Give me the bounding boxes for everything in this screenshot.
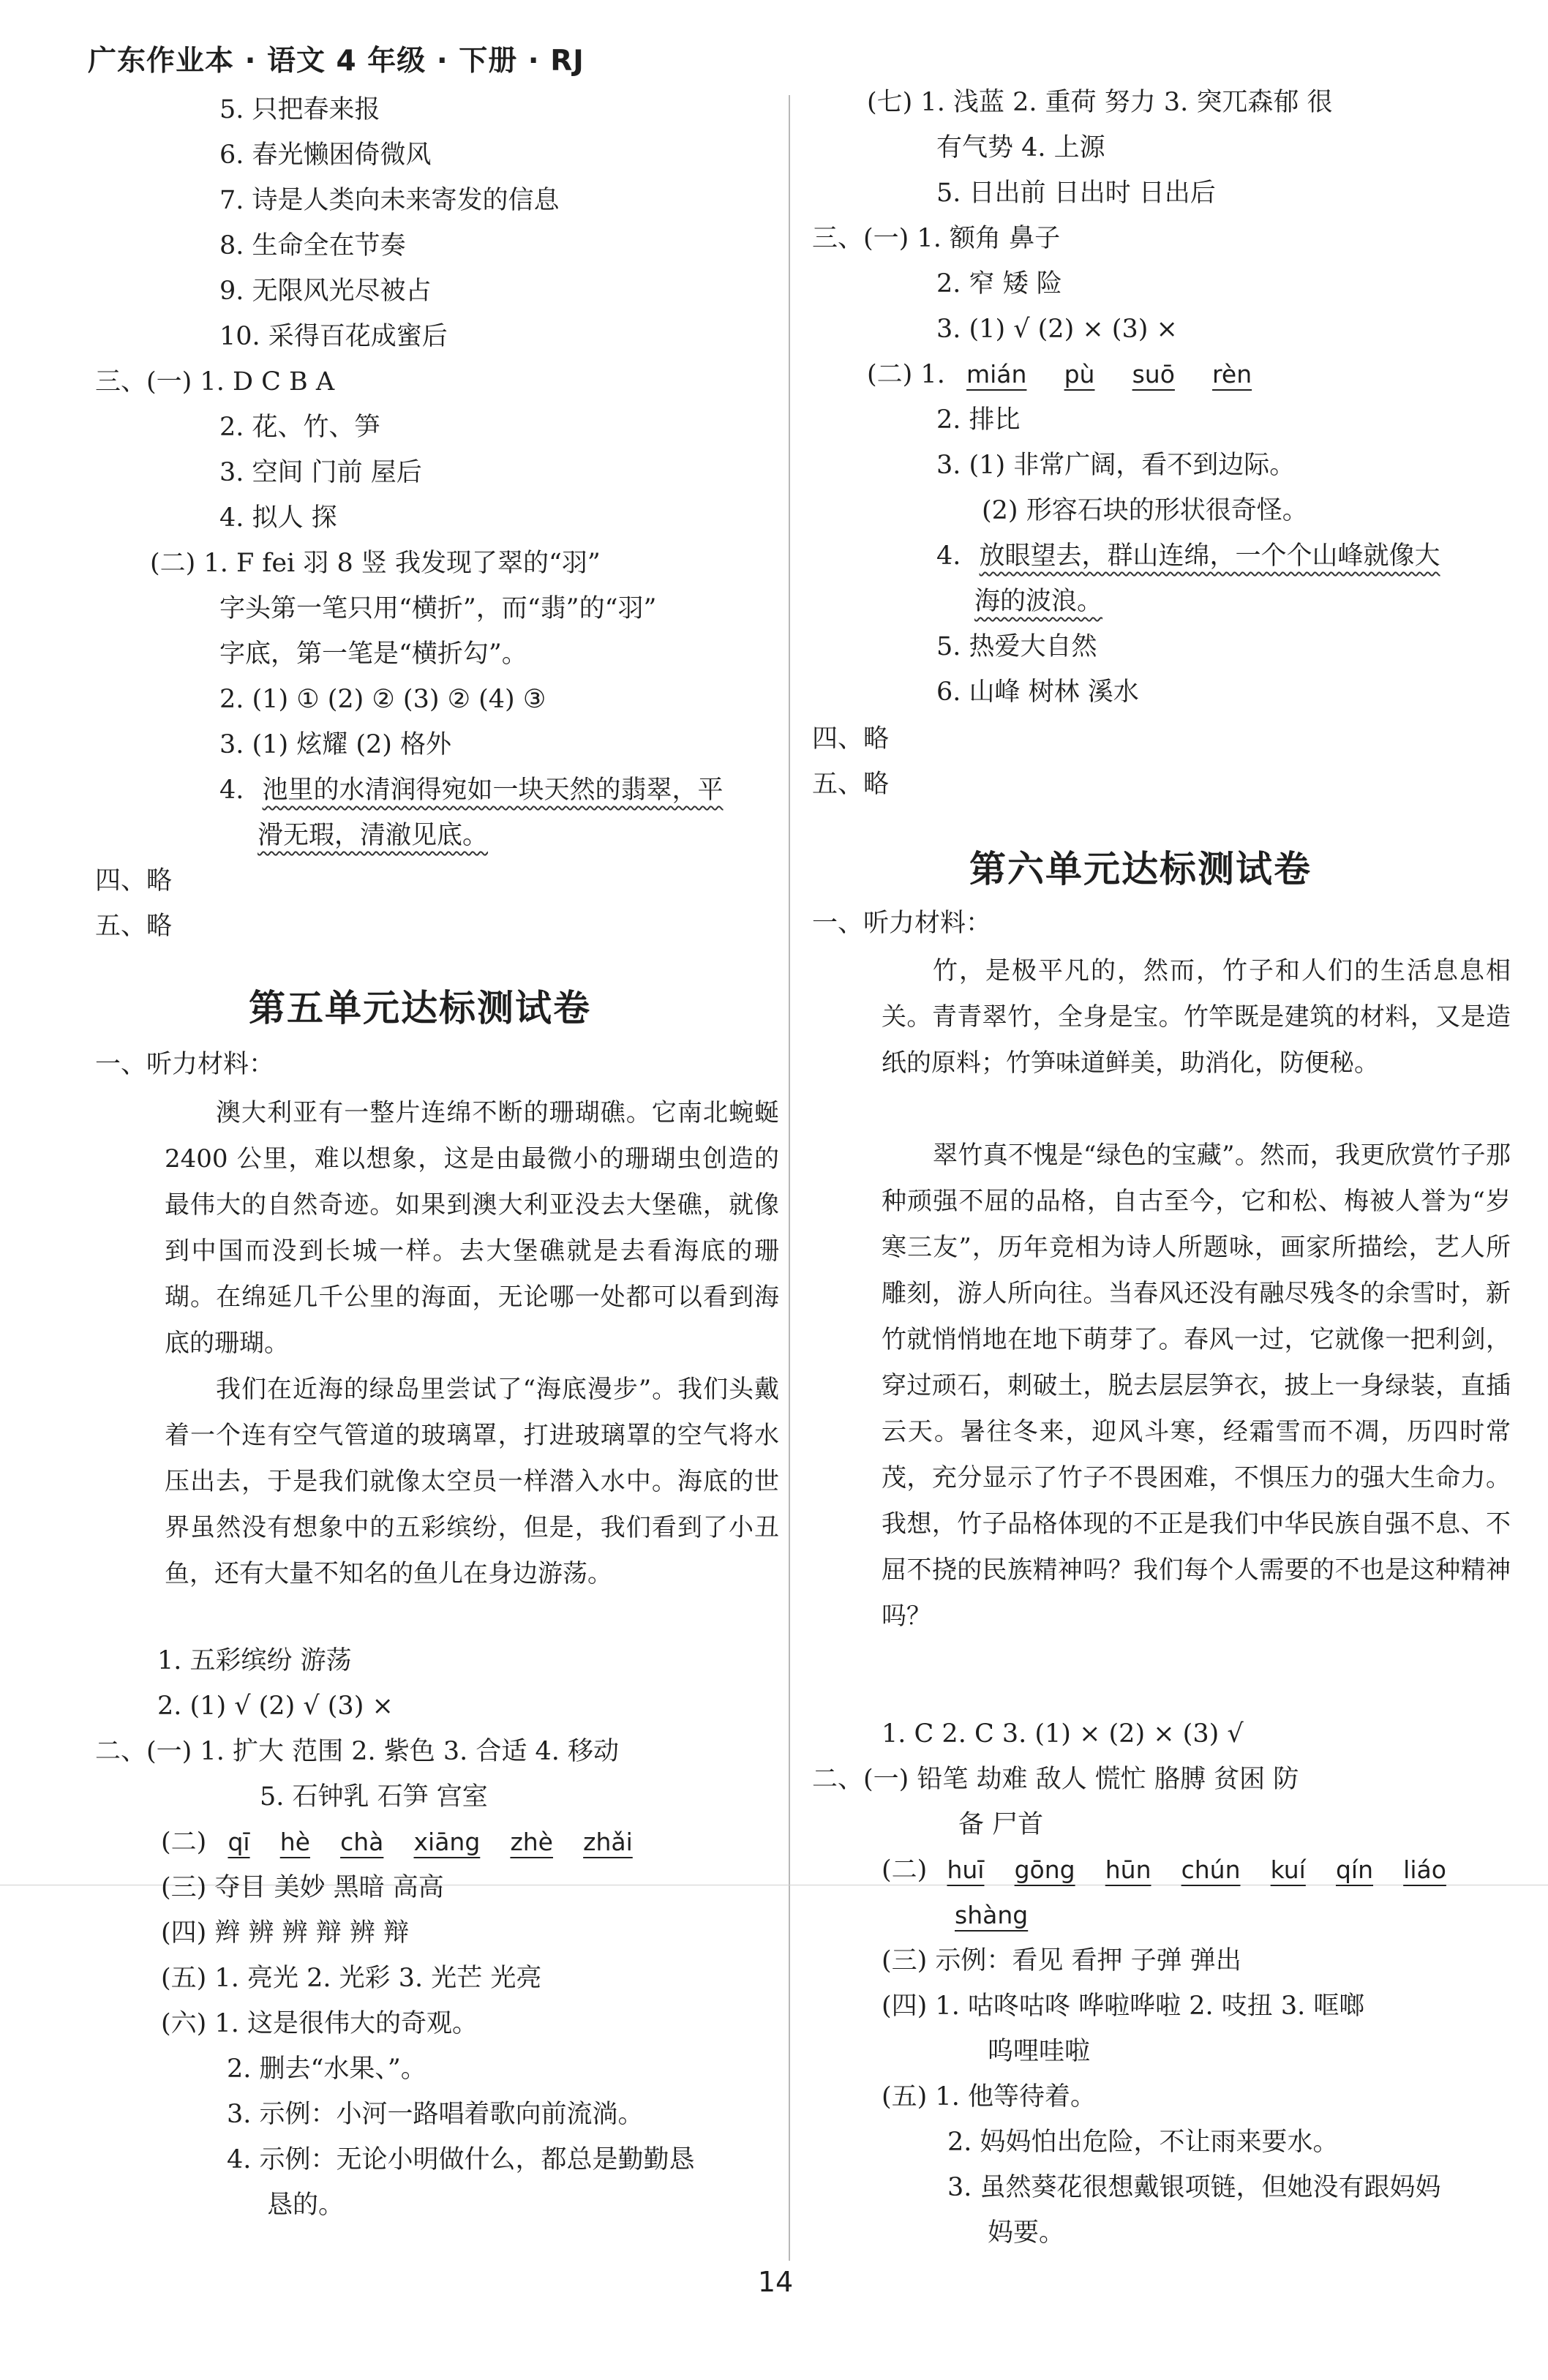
pinyin-answer: shàng: [955, 1901, 1029, 1929]
pinyin-answer: chà: [340, 1828, 384, 1856]
answer-line: 3. 虽然葵花很想戴银项链，但她没有跟妈妈: [947, 2173, 1441, 2202]
answer-line: 2. 排比: [936, 405, 1021, 435]
answer-line: 3. 示例：小河一路唱着歌向前流淌。: [227, 2100, 644, 2129]
answer-line: 有气势 4. 上源: [936, 133, 1105, 162]
item-label: (二) 1.: [867, 360, 945, 389]
answer-line: 6. 春光懒困倚微风: [219, 140, 432, 170]
answer-line: (四) 辫 辨 辨 辩 辨 辩: [161, 1918, 410, 1948]
answer-line: 2. 删去“水果、”。: [227, 2054, 427, 2084]
answer-line: [219, 774, 724, 806]
answer-line: [867, 358, 1252, 391]
running-header: 广东作业本 · 语文 4 年级 · 下册 · RJ: [88, 45, 585, 78]
pinyin-answer: hūn: [1105, 1855, 1151, 1884]
wavy-underlined-answer: 池里的水清润得宛如一块天然的翡翠，平: [262, 776, 724, 805]
column-divider: [789, 95, 790, 2261]
item-number: 4.: [936, 541, 961, 571]
answer-line: 1. 五彩缤纷 游荡: [157, 1646, 352, 1675]
answer-line: 三、(一) 1. 额角 鼻子: [812, 224, 1061, 253]
answer-line: (三) 示例：看见 看押 子弹 弹出: [882, 1946, 1241, 1975]
pinyin-answer: qī: [228, 1828, 250, 1856]
wavy-underlined-answer: 放眼望去，群山连绵，一个个山峰就像大: [979, 541, 1440, 571]
answer-line: 五、略: [95, 912, 173, 941]
answer-line: (二) 1. F fei 羽 8 竖 我发现了翠的“羽”: [150, 549, 601, 578]
answer-line: 恳的。: [267, 2191, 345, 2220]
answer-line: 三、(一) 1. D C B A: [95, 367, 335, 397]
listening-label: 一、听力材料：: [812, 909, 992, 938]
answer-line: [161, 1826, 633, 1858]
wavy-underlined-answer: 海的波浪。: [974, 587, 1103, 616]
pinyin-answer: huī: [947, 1855, 985, 1884]
answer-line: [955, 1899, 1028, 1932]
pinyin-answer: pù: [1064, 360, 1095, 388]
answer-line: 8. 生命全在节奏: [219, 231, 406, 260]
answer-line: 3. (1) 非常广阔，看不到边际。: [936, 451, 1296, 480]
answer-line: 2. 妈妈怕出危险，不让雨来要水。: [947, 2128, 1339, 2157]
pinyin-answer: liáo: [1403, 1855, 1446, 1884]
pinyin-answer: rèn: [1212, 360, 1252, 388]
listening-paragraph: 我们在近海的绿岛里尝试了“海底漫步”。我们头戴着一个连有空气管道的玻璃罩，打进玻璃罩的空气将水压出去，于是我们就像太空员一样潜入水中。海底的世界虽然没有想象中的五彩缤纷，但是，我们看到了小丑鱼，还有大量不知名的鱼儿在身边游荡。: [165, 1375, 779, 1588]
wavy-underlined-answer: 滑无瑕，清澈见底。: [258, 821, 489, 850]
answer-line: 妈要。: [988, 2218, 1065, 2248]
answer-line: [882, 1854, 1446, 1886]
answer-line: 6. 山峰 树林 溪水: [936, 677, 1139, 707]
answer-line: (四) 1. 咕咚咕咚 哗啦哗啦 2. 吱扭 3. 哐啷: [882, 1992, 1365, 2021]
answer-line: 4. 示例：无论小明做什么，都总是勤勤恳: [227, 2145, 695, 2174]
answer-line: 7. 诗是人类向未来寄发的信息: [219, 186, 560, 215]
answer-line: 9. 无限风光尽被占: [219, 277, 432, 306]
pinyin-answer: zhè: [510, 1828, 553, 1856]
listening-paragraph: 翠竹真不愧是“绿色的宝藏”。然而，我更欣赏竹子那种顽强不屈的品格，自古至今，它和松、梅被人誉为“岁寒三友”，历年竞相为诗人所题咏，画家所描绘，艺人所雕刻，游人所向往。当春风还没有融尽残冬的余雪时，新竹就悄悄地在地下萌芽了。春风一过，它就像一把利剑，穿过顽石，刺破土，脱去层层笋衣，披上一身绿装，直插云天。暑往冬来，迎风斗寒，经霜雪而不凋，历四时常茂，充分显示了竹子不畏困难，不惧压力的强大生命力。我想，竹子品格体现的不正是我们中华民族自强不息、不屈不挠的民族精神吗？我们每个人需要的不也是这种精神吗？: [882, 1141, 1511, 1631]
pinyin-answer: mián: [966, 360, 1027, 388]
answer-line: [974, 585, 1102, 617]
unit6-title: 第六单元达标测试卷: [969, 848, 1312, 890]
item-number: 4.: [219, 776, 244, 805]
answer-line: 2. 花、竹、笋: [219, 413, 380, 442]
answer-line: 10. 采得百花成蜜后: [219, 322, 448, 351]
answer-line: (五) 1. 亮光 2. 光彩 3. 光芒 光亮: [161, 1964, 542, 1993]
page-number: 14: [757, 2266, 794, 2298]
answer-line: (三) 夺目 美妙 黑暗 高高: [161, 1873, 444, 1902]
listening-paragraph: 竹，是极平凡的，然而，竹子和人们的生活息息相关。青青翠竹，全身是宝。竹竿既是建筑的材料，又是造纸的原料；竹笋味道鲜美，助消化，防便秘。: [882, 956, 1511, 1078]
answer-line: 3. 空间 门前 屋后: [219, 458, 422, 487]
answer-line: 4. 拟人 探: [219, 503, 337, 533]
listening-paragraph: 澳大利亚有一整片连绵不断的珊瑚礁。它南北蜿蜒 2400 公里，难以想象，这是由最微小的珊瑚虫创造的最伟大的自然奇迹。如果到澳大利亚没去大堡礁，就像到中国而没到长城一样。去大堡礁就是去看海底的珊瑚。在绵延几千公里的海面，无论哪一处都可以看到海底的珊瑚。: [165, 1098, 779, 1358]
answer-line: 二、(一) 1. 扩大 范围 2. 紫色 3. 合适 4. 移动: [95, 1737, 620, 1766]
pinyin-answer: kuí: [1270, 1855, 1306, 1884]
answer-line: 2. (1) ① (2) ② (3) ② (4) ③: [219, 685, 546, 714]
answer-line: 5. 热爱大自然: [936, 632, 1097, 661]
answer-line: 3. (1) √ (2) × (3) ×: [936, 315, 1178, 344]
unit5-title: 第五单元达标测试卷: [249, 987, 591, 1029]
answer-line: 二、(一) 铅笔 劫难 敌人 慌忙 胳膊 贫困 防: [812, 1765, 1299, 1794]
answer-line: 五、略: [812, 770, 890, 799]
answer-line: 四、略: [812, 724, 890, 754]
answer-line: 5. 日出前 日出时 日出后: [936, 179, 1216, 208]
pinyin-answer: chún: [1181, 1855, 1241, 1884]
answer-line: 5. 石钟乳 石笋 宫室: [260, 1782, 488, 1812]
answer-line: 3. (1) 炫耀 (2) 格外: [219, 730, 452, 759]
answer-line: (六) 1. 这是很伟大的奇观。: [161, 2009, 478, 2038]
pinyin-answer: zhǎi: [583, 1828, 633, 1856]
answer-line: (五) 1. 他等待着。: [882, 2082, 1096, 2111]
answer-line: 1. C 2. C 3. (1) × (2) × (3) √: [882, 1719, 1244, 1749]
answer-line: (七) 1. 浅蓝 2. 重荷 努力 3. 突兀森郁 很: [867, 88, 1333, 117]
answer-line: 四、略: [95, 866, 173, 896]
answer-line: [258, 819, 488, 852]
pinyin-answer: qín: [1335, 1855, 1374, 1884]
pinyin-answer: hè: [279, 1828, 310, 1856]
pinyin-answer: gōng: [1014, 1855, 1075, 1884]
answer-line: 备 尸首: [958, 1810, 1044, 1839]
answer-line: 5. 只把春来报: [219, 95, 380, 124]
answer-line: 字底，第一笔是“横折勾”。: [219, 639, 527, 669]
answer-line: 字头第一笔只用“横折”，而“翡”的“羽”: [219, 594, 657, 623]
answer-line: (2) 形容石块的形状很奇怪。: [982, 496, 1308, 525]
item-label: (二): [882, 1855, 928, 1885]
answer-line: [936, 540, 1440, 572]
answer-line: 2. 窄 矮 险: [936, 269, 1062, 299]
answer-line: 2. (1) √ (2) √ (3) ×: [157, 1692, 394, 1721]
pinyin-answer: suō: [1132, 360, 1175, 388]
item-label: (二): [161, 1828, 207, 1857]
pinyin-answer: xiāng: [413, 1828, 481, 1856]
answer-line: 呜哩哇啦: [988, 2037, 1091, 2066]
listening-label: 一、听力材料：: [95, 1050, 275, 1079]
